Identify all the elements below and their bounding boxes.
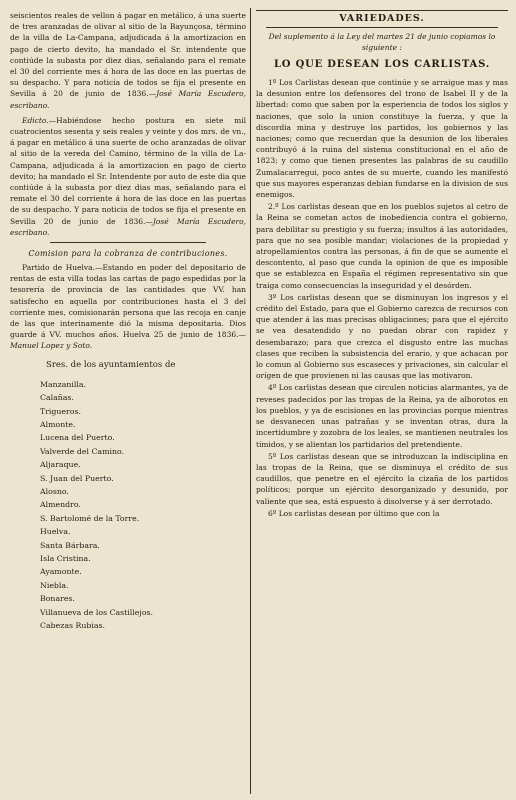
separator-rule (50, 242, 206, 243)
article-text: Los carlistas desean que se introduzcan la indisciplina en las tropas de la Reina, que se disminuya el crédito de sus caudillos, que penetre en el ejército la cizaña de los partidos políticos; porque un ejército desorganizado y desunido, por valiente que sea, está espuesto á disolverse y á ser derrotado. (256, 451, 508, 506)
article-paragraph (256, 201, 508, 291)
notice-paragraph: seiscientos reales de vellon á pagar en metálico, á una suerte de tres aranzadas de olivar al sitio de la Bayunçosa, término de la villa de La-Campana, adjudicada á la amortizacion en pago de cierto devito, ha mandado el Sr. intendente que contiúde la subasta por diez dias, señalando para el remate el 30 del corriente mes á hora de las doce en las puertas de su despacho. Y para noticia de todos se fija el presente en Sevilla á 20 de junio de 1836.—José María Escudero, escribano. (10, 11, 246, 110)
article-paragraph (256, 451, 508, 507)
section-heading: VARIEDADES. (339, 13, 425, 24)
article-number: 3º (268, 292, 277, 302)
column-divider (250, 8, 251, 794)
article-paragraph (256, 382, 508, 449)
heading-rule (266, 27, 498, 28)
town-item: Santa Bárbara. (40, 540, 100, 550)
subheading: Del suplemento á la Ley del martes 21 de junio copiamos lo siguiente : (268, 32, 496, 52)
article-text: Los carlistas desean que se disminuyan los ingresos y el crédito del Estado, para que el Gobierno carezca de recursos con que atender á las mas precisas obligaciones; para que el ejército se vea desatendido y no puedan obrar con rapidez y desembarazo; para que crezca el disgusto entre las muchas clases que reciben la subsistencia del erario, y que achacan por lo comun al Gobierno sus escaseces y privaciones, sin calcular el orígen de que provienen ni las causas que las motivaron. (256, 292, 508, 381)
town-item: Cabezas Rubias. (40, 621, 105, 630)
section-title: Comision para la cobranza de contribuciones. (28, 249, 228, 259)
town-item: Alosno. (40, 486, 69, 496)
top-rule (256, 10, 508, 11)
towns-header: Sres. de los ayuntamientos de (46, 359, 176, 370)
article-title: LO QUE DESEAN LOS CARLISTAS. (273, 59, 491, 70)
article-text: Los carlistas desean que circulen noticias alarmantes, ya de reveses padecidos por las tropas de la Reina, ya de alborotos en los pueblos, y ya de escisiones en las provincias porque mientras se desvanecen unas patrañas y se inventan otras, dura la incertidumbre y zozobra de los leales, se mantienen neutrales los tímidos, y se alientan los partidarios del pretendiente. (256, 383, 508, 449)
article-text: Los carlistas desean por último que con la (278, 508, 440, 518)
edict-paragraph: Edicto.—Habiéndose hecho postura en siete mil cuatrocientos sesenta y seis reales y veinte y dos mrs. de vn., á pagar en metálico á una suerte de ocho aranzadas de olivar al sitio de la vereda del Camino, término de la villa de La-Campana, adjudicada á la amortizacion en pago de cierto devito; ha mandado el Sr. Intendente por auto de este dia que contiúde á la subasta por diez dias mas, señalando para el remate el 30 del corriente á hora de las doce en las puertas de su despacho. Y para noticia de todos se fija el presente en Sevilla 20 de junio de 1836.—José María Escudero, escribano. (10, 115, 246, 237)
town-item: Almonte. (40, 419, 76, 429)
edict-lead: Edicto. (22, 115, 49, 125)
town-item: Lucena del Puerto. (40, 433, 115, 443)
right-column (256, 10, 508, 792)
signature: Manuel Lopez y Soto. (10, 341, 93, 351)
town-item: Trigueros. (40, 406, 81, 416)
town-item: Isla Cristina. (40, 553, 91, 563)
town-item: Aljaraque. (40, 460, 81, 470)
town-item: Huelva. (40, 527, 71, 537)
town-item: Valverde del Camino. (40, 446, 125, 456)
town-item: Bonares. (40, 594, 75, 604)
towns-list (10, 378, 246, 633)
town-item: Almendro. (40, 500, 81, 510)
signature: José María Escudero, escribano. (10, 89, 246, 110)
town-item: Niebla. (40, 580, 69, 590)
town-item: Calañas. (40, 393, 74, 403)
left-column (10, 10, 246, 792)
article-number: 4º (268, 383, 277, 393)
article-paragraph (256, 508, 508, 519)
huelva-paragraph: Partido de Huelva.—Estando en poder del depositario de rentas de esta villa todas las cartas de pago espedidas por la tesorería de provincia de las cantidades que VV. han satisfecho en aquella por contribuciones hasta el 3 del corriente mes, comisionarán persona que las recoja en canje de las que interinamente dió la misma depositaria. Dios guarde á VV. muchos años. Huelva 25 de junio de 1836.—Manuel Lopez y Soto. (10, 263, 246, 351)
article-text: Los Carlistas desean que continúe y se arraigue mas y mas la desunion entre los defensores del trono de Isabel II y de la libertad: como que saben por la esperiencia de todos los siglos y naciones, que solo la union constituye la fuerza, y que la discordia mina y destruye los partidos, los gobiernos y las naciones; como que recuerdan que la desunion de los liberales contribuyó á la ruina del sistema constitucional en el año de 1823; y como que tienen presentes las palabras de su caudillo Zumalacarregui, poco antes de su muerte, cuando les manifestó que sus mayores esperanzas debian fundarse en la division de sus enemigos. (256, 78, 508, 200)
town-item: S. Juan del Puerto. (40, 473, 114, 483)
town-item: Manzanilla. (40, 379, 87, 389)
articles-list (256, 77, 508, 519)
article-paragraph (256, 77, 508, 200)
district-lead: Partido de Huelva. (22, 263, 96, 273)
town-item: Ayamonte. (40, 567, 82, 577)
town-item: S. Bartolomé de la Torre. (40, 513, 140, 523)
article-text: Los carlistas desean que en los pueblos sujetos al cetro de la Reina se cometan actos de inobediencia contra el gobierno, para debilitar su prestigio y su fuerza; insultos á las autoridades, para que no sea posible mandar; violaciones de la propiedad y atropellamientos contra las personas, á fin de que se aumente el descontento, al paso que cunda la opinion de que es imposible que se establezca en España el régimen representativo sin que traiga como consecuencias la inseguridad y el desórden. (256, 202, 508, 290)
signature: José María Escudero, escribano. (10, 216, 246, 237)
article-number: 6º (268, 508, 277, 518)
town-item: Villanueva de los Castillejos. (40, 607, 153, 617)
article-paragraph (256, 292, 508, 382)
article-number: 5º (268, 451, 277, 461)
article-number: 2.º (268, 202, 279, 212)
article-number: 1º (268, 78, 277, 87)
